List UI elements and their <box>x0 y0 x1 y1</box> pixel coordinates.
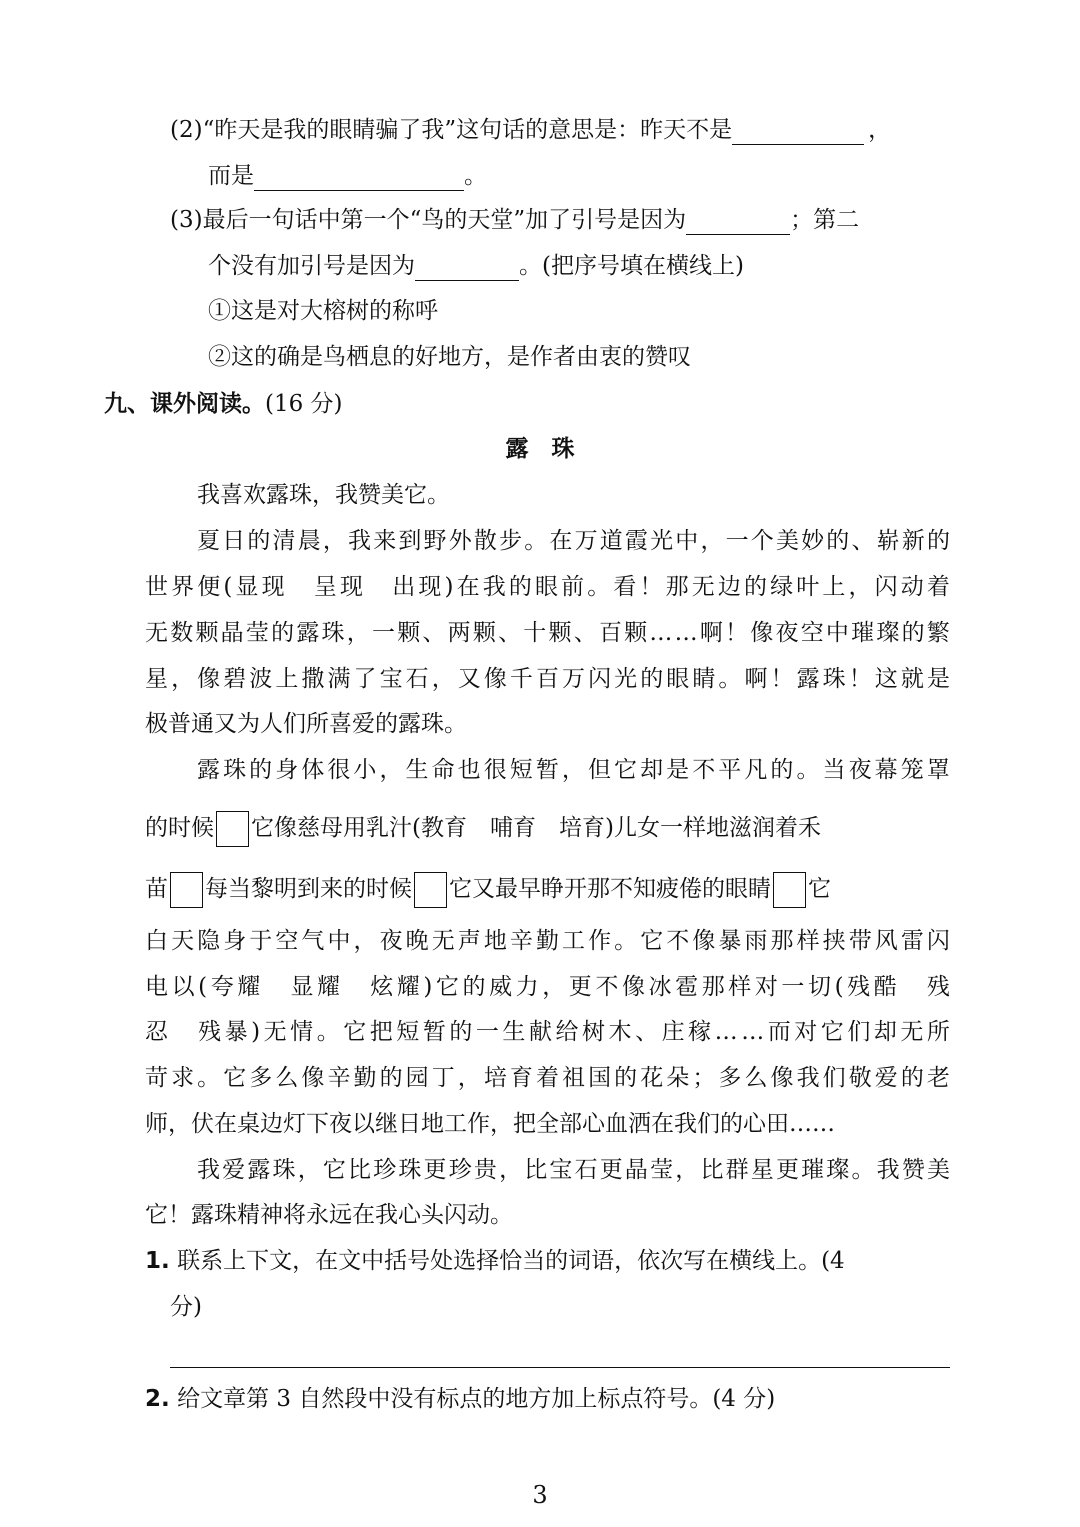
p2-line: 星 ， 像 碧 波 上 撒 满 了 宝 石 ， 又 像 千 百 万 闪 光 的 眼 睛 。 啊 ！ 露 珠 ！ 这 就 是 <box>145 666 950 692</box>
p2-line: 世 界 便 ( 显 现 呈 现 出 现 ) 在 我 的 眼 前 。 看 ！ 那 无 边 的 绿 叶 上 ， 闪 动 着 <box>145 574 950 600</box>
answer-blank[interactable] <box>732 120 864 145</box>
p2-line: 无 数 颗 晶 莹 的 露 珠 ， 一 颗 、 两 颗 、 十 颗 、 百 颗 … … 啊 ！ 像 夜 空 中 璀 璨 的 繁 <box>145 620 950 646</box>
punctuation-box[interactable] <box>216 811 249 847</box>
paragraph-1: 我喜欢露珠，我赞美它。 <box>197 482 450 508</box>
p3-line: 露 珠 的 身 体 很 小 ， 生 命 也 很 短 暂 ， 但 它 却 是 不 平 凡 的 。 当 夜 幕 笼 罩 <box>197 757 950 783</box>
p3-line: 的时候 它像慈母用乳汁(教育 哺育 培育)儿女一样地滋润着禾 <box>145 811 950 841</box>
question-1-cont: 分) <box>170 1294 202 1320</box>
punctuation-box[interactable] <box>414 872 447 908</box>
p2-line: 夏 日 的 清 晨 ， 我 来 到 野 外 散 步 。 在 万 道 霞 光 中 ， 一 个 美 妙 的 、 崭 新 的 <box>197 528 950 554</box>
answer-blank[interactable] <box>415 256 519 281</box>
question-2: 2. 给文章第 3 自然段中没有标点的地方加上标点符号。(4 分) <box>145 1386 776 1412</box>
p3-line: 忍 残 暴 ) 无 情 。 它 把 短 暂 的 一 生 献 给 树 木 、 庄 稼 … … 而 对 它 们 却 无 所 <box>145 1019 950 1045</box>
answer-blank[interactable] <box>686 210 790 235</box>
answer-line[interactable] <box>170 1367 950 1368</box>
q3-line1: (3)最后一句话中第一个“鸟的天堂”加了引号是因为 ；第二 <box>170 207 860 233</box>
question-1: 1. 联系上下文，在文中括号处选择恰当的词语，依次写在横线上。(4 <box>145 1248 845 1274</box>
q2-line1: (2)“昨天是我的眼睛骗了我”这句话的意思是：昨天不是 ， <box>170 117 892 143</box>
section-heading: 九、课外阅读。(16 分) <box>104 391 343 417</box>
p3-line: 师，伏在桌边灯下夜以继日地工作，把全部心血洒在我们的心田…… <box>145 1111 835 1137</box>
answer-blank[interactable] <box>254 166 464 191</box>
q3-option-1: ①这是对大榕树的称呼 <box>208 298 438 324</box>
punctuation-box[interactable] <box>170 872 203 908</box>
p4-line: 我 爱 露 珠 ， 它 比 珍 珠 更 珍 贵 ， 比 宝 石 更 晶 莹 ， 比 群 星 更 璀 璨 。 我 赞 美 <box>197 1157 950 1183</box>
p3-line: 电 以 ( 夸 耀 显 耀 炫 耀 ) 它 的 威 力 ， 更 不 像 冰 雹 那 样 对 一 切 ( 残 酷 残 <box>145 974 950 1000</box>
q3-line2: 个没有加引号是因为 。(把序号填在横线上) <box>208 253 744 279</box>
punctuation-box[interactable] <box>773 872 806 908</box>
p3-line: 苗 每当黎明到来的时候 它又最早睁开那不知疲倦的眼睛 它 <box>145 872 950 902</box>
page-number: 3 <box>532 1481 548 1509</box>
p2-line: 极普通又为人们所喜爱的露珠。 <box>145 711 467 737</box>
p3-line: 白 天 隐 身 于 空 气 中 ， 夜 晚 无 声 地 辛 勤 工 作 。 它 不 像 暴 雨 那 样 挟 带 风 雷 闪 <box>145 928 950 954</box>
q3-option-2: ②这的确是鸟栖息的好地方，是作者由衷的赞叹 <box>208 344 691 370</box>
passage-title: 露 珠 <box>505 436 575 462</box>
q2-line2: 而是 。 <box>208 163 487 189</box>
p3-line: 苛 求 。 它 多 么 像 辛 勤 的 园 丁 ， 培 育 着 祖 国 的 花 朵 ； 多 么 像 我 们 敬 爱 的 老 <box>145 1065 950 1091</box>
p4-line: 它！露珠精神将永远在我心头闪动。 <box>145 1202 513 1228</box>
